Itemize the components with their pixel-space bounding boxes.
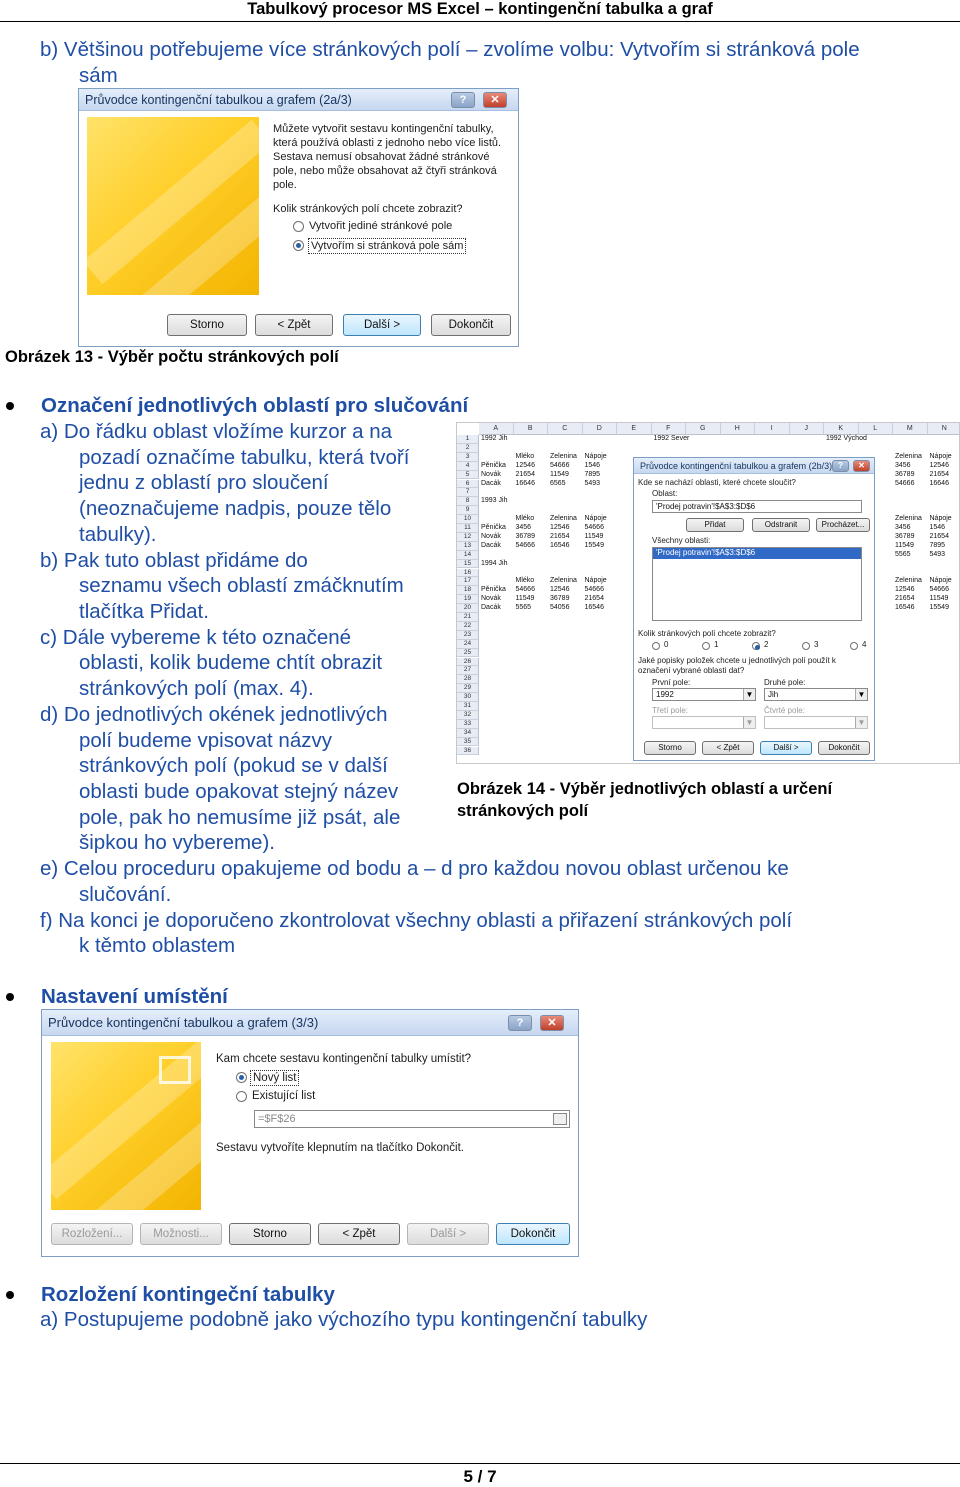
location-question: Kam chcete sestavu kontingenční tabulky umístit? [216,1053,472,1065]
row-header: 26 [457,658,479,667]
row-header: 7 [457,488,479,497]
sheet-cell: 7895 [584,470,601,478]
sheet-cell: 16546 [895,604,915,612]
dialog-title: Průvodce kontingenční tabulkou a grafem (2a/3) [79,89,518,111]
areas-line: k těmto oblastem [79,934,236,957]
sheet-cell: 6565 [550,479,566,487]
figure-13-caption: Obrázek 13 - Výběr počtu stránkových polí [5,348,339,366]
option-custom-page-fields: Vytvořím si stránková pole sám [308,238,466,254]
page-number: 5 / 7 [463,1467,497,1486]
sheet-cell: 1546 [584,461,601,469]
field1-value: 1992 [656,690,674,699]
figure-14-caption-line1: Obrázek 14 - Výběr jednotlivých oblastí a určení [457,780,833,798]
areas-line: pozadí označíme tabulku, která tvoří [79,446,410,469]
row-header: 22 [457,622,479,631]
sheet-cell: 3456 [515,524,532,531]
next-button[interactable]: Další > [760,741,812,755]
row-header: 20 [457,604,479,613]
sheet-cell: Novák [481,532,501,540]
row-header: 1 [457,435,479,444]
row-header: 18 [457,586,479,595]
layout-line-a: a) Postupujeme podobně jako výchozího typu kontingenční tabulky [40,1308,648,1331]
sheet-cell: 21654 [584,595,604,603]
row-header: 10 [457,515,479,524]
row-header: 29 [457,684,479,693]
areas-question: Kde se nachází oblasti, které chcete sloučit? [638,478,796,487]
dialog-question: Kolik stránkových polí chcete zobrazit? [273,203,463,215]
column-header: I [755,423,790,435]
row-header: 30 [457,693,479,702]
heading-location: Nastavení umístění [41,985,228,1008]
count-label: 2 [764,640,769,649]
next-button[interactable]: Další > [407,1223,489,1245]
areas-line: seznamu všech oblastí zmáčknutím [79,574,404,597]
finish-button[interactable]: Dokončit [431,314,511,336]
sheet-cell: 36789 [895,470,915,478]
location-range-input[interactable] [254,1110,570,1128]
dialog-desc-3: Sestava nemusí obsahovat žádné stránkové [273,151,490,163]
sheet-cell: 16646 [515,479,535,487]
dialog-desc-4: pole, nebo může obsahovat až čtyři stránková [273,165,497,177]
sheet-cell: 54666 [550,461,570,469]
sheet-cell: 12546 [550,586,570,594]
sheet-cell: 11549 [550,470,569,478]
column-header: E [617,423,652,435]
sheet-cell: 54056 [550,604,570,612]
back-button[interactable]: < Zpět [255,314,333,336]
sheet-cell: Zelenina [550,515,577,523]
row-header: 21 [457,613,479,622]
item-b-line2: sám [79,64,118,87]
field3-select[interactable] [652,716,756,729]
sheet-cell: 54666 [515,541,535,549]
bullet [6,993,14,1001]
cancel-button[interactable]: Storno [167,314,247,336]
range-label: Oblast: [652,489,678,498]
back-button[interactable]: < Zpět [318,1223,400,1245]
column-header: J [790,423,825,435]
row-header: 6 [457,480,479,489]
range-picker-icon[interactable] [553,1113,567,1125]
areas-line: slučování. [79,883,172,906]
row-header: 5 [457,471,479,480]
sheet-cell: 21654 [929,470,949,478]
sheet-cell: 5493 [929,550,946,558]
row-header: 32 [457,711,479,720]
remove-button[interactable]: Odstranit [752,518,810,532]
item-b-line1: b) Většinou potřebujeme více stránkových polí – zvolíme volbu: Vytvořím si stránková pole [40,38,860,61]
sheet-cell: 11549 [584,532,604,540]
finish-button[interactable]: Dokončit [818,741,870,755]
sheet-cell: 21654 [929,532,949,540]
sheet-cell: Zelenina [895,515,922,523]
sheet-cell: 3456 [895,524,911,531]
count-label: 0 [664,640,669,649]
close-icon[interactable]: ✕ [483,92,507,108]
column-header: M [893,423,928,435]
dialog-desc-2: která používá oblasti z jednoho nebo více listů. [273,137,502,149]
sheet-cell: 54666 [584,586,604,594]
sheet-cell: 12546 [550,524,570,531]
sheet-cell: 12546 [895,586,915,594]
footer-divider [0,1463,960,1464]
bullet [6,1291,14,1299]
radio-count-3[interactable] [802,642,810,650]
chevron-down-icon[interactable]: ▼ [743,689,755,700]
sheet-cell: Dacák [481,479,501,487]
areas-line: tabulky). [79,523,157,546]
row-header: 27 [457,666,479,675]
row-header: 19 [457,595,479,604]
sheet-cell: 54666 [929,586,949,594]
field1-select[interactable] [652,688,756,701]
row-header: 24 [457,640,479,649]
sheet-cell: 16546 [550,541,570,549]
sheet-cell: 12546 [929,461,949,469]
sheet-cell: 54666 [515,586,535,594]
chevron-down-icon[interactable]: ▼ [855,717,867,728]
areas-line: šipkou ho vybereme). [79,831,275,854]
help-icon[interactable]: ? [451,92,475,108]
sheet-cell: Mléko [515,515,535,523]
radio-custom-page-fields[interactable] [293,240,304,251]
sheet-cell: 1993 Jih [481,497,508,505]
sheet-cell: 1994 Jih [481,559,508,567]
sheet-cell: Novák [481,595,501,603]
sheet-cell: 1992 Východ [826,435,867,442]
count-label: 3 [814,640,819,649]
wizard-dialog-3 [41,1009,579,1257]
heading-layout: Rozložení kontingeční tabulky [41,1283,335,1306]
add-button[interactable]: Přidat [686,518,744,532]
count-label: 4 [862,640,867,649]
sheet-cell: Nápoje [929,577,952,585]
row-header: 16 [457,569,479,578]
row-header: 13 [457,542,479,551]
location-range-value: =$F$26 [258,1113,296,1125]
sheet-cell: Nápoje [584,452,607,460]
chevron-down-icon[interactable]: ▼ [743,717,755,728]
bullet [6,402,14,410]
radio-single-page-field[interactable] [293,221,304,232]
sheet-cell: Novák [481,470,501,478]
sheet-cell: 5493 [584,479,601,487]
finish-hint: Sestavu vytvoříte klepnutím na tlačítko Dokončit. [216,1142,465,1154]
options-button[interactable]: Možnosti... [140,1223,222,1245]
sheet-cell: 21654 [515,470,535,478]
field3-label: Třetí pole: [652,706,689,715]
sheet-cell: Mléko [515,577,535,585]
cancel-button[interactable]: Storno [644,741,696,755]
column-header: G [686,423,721,435]
close-icon[interactable]: ✕ [540,1015,564,1031]
dialog-desc-1: Můžete vytvořit sestavu kontingenční tabulky, [273,123,494,135]
field2-label: Druhé pole: [764,678,806,687]
row-header: 15 [457,560,479,569]
radio-count-2[interactable] [752,642,760,650]
sheet-cell: 16546 [584,604,604,612]
sheet-cell: 36789 [550,595,570,603]
all-areas-label: Všechny oblasti: [652,536,711,545]
sheet-cell: 21654 [895,595,915,603]
sheet-cell: Pěnička [481,524,506,531]
field2-select[interactable] [764,688,868,701]
column-header: B [514,423,549,435]
sheet-cell: Zelenina [895,452,922,460]
areas-line: tlačítka Přidat. [79,600,209,623]
field2-value: Jih [768,690,779,699]
areas-line: oblasti bude opakovat stejný název [79,780,399,803]
sheet-cell: Nápoje [584,577,607,585]
sheet-cell: Nápoje [929,452,952,460]
row-header: 33 [457,720,479,729]
heading-areas: Označení jednotlivých oblastí pro slučování [41,394,469,417]
dialog-desc-5: pole. [273,179,297,191]
sheet-cell: Zelenina [895,577,922,585]
chevron-down-icon[interactable]: ▼ [855,689,867,700]
sheet-cell: 5565 [895,550,911,558]
next-button[interactable]: Další > [343,314,421,336]
row-header: 9 [457,506,479,515]
option-new-sheet: Nový list [250,1070,299,1086]
areas-line: pole, pak ho nemusíme již psát, ale [79,806,401,829]
row-header: 3 [457,453,479,462]
row-header: 31 [457,702,479,711]
sheet-cell: 11549 [929,595,949,603]
row-header: 14 [457,551,479,560]
option-existing-sheet: Existující list [252,1090,316,1102]
row-header: 23 [457,631,479,640]
labels-question-1: Jaké popisky položek chcete u jednotlivých polí použít k [638,656,836,665]
field4-label: Čtvrté pole: [764,706,805,715]
labels-question-2: označení vybrané oblasti dat? [638,666,745,675]
sheet-cell: Zelenina [550,577,577,585]
help-icon[interactable]: ? [832,460,849,472]
sheet-cell: 11549 [515,595,535,603]
areas-line: (neoznačujeme nadpis, pouze tělo [79,497,392,520]
sheet-cell: Pěnička [481,461,506,469]
column-header: D [583,423,618,435]
page-header: Tabulkový procesor MS Excel – kontingenční tabulka a graf [0,0,960,22]
sheet-cell: 54666 [895,479,915,487]
row-header: 12 [457,533,479,542]
radio-count-0[interactable] [652,642,660,650]
sheet-cell: Nápoje [584,515,607,523]
sheet-cell: 5565 [515,604,532,612]
areas-line: stránkových polí (pokud se v další [79,754,388,777]
sheet-cell: Dacák [481,604,501,612]
sheet-cell: Mléko [515,452,535,460]
sheet-cell: 1992 Jih [481,435,508,442]
count-label: 1 [714,640,719,649]
row-header: 17 [457,577,479,586]
sheet-cell: 21654 [550,532,570,540]
sheet-cell: Pěnička [481,586,506,594]
row-header: 2 [457,444,479,453]
wizard-dialog-2a [78,88,519,347]
row-header: 4 [457,462,479,471]
column-header: N [928,423,960,435]
row-header: 34 [457,729,479,738]
row-header: 8 [457,497,479,506]
areas-line: jednu z oblastí pro sloučení [79,471,329,494]
sheet-cell: 36789 [515,532,535,540]
sheet-cell: Dacák [481,541,501,549]
row-header: 28 [457,675,479,684]
sheet-cell: 3456 [895,461,911,469]
wizard-illustration [87,117,259,295]
back-button[interactable]: < Zpět [702,741,754,755]
radio-count-4[interactable] [850,642,858,650]
option-single-page-field: Vytvořit jediné stránkové pole [309,220,453,232]
sheet-cell: Zelenina [550,452,577,460]
browse-button[interactable]: Procházet... [816,518,870,532]
all-areas-list-item[interactable]: 'Prodej potravin'!$A$3:$D$6 [653,548,861,559]
column-header: A [479,423,514,435]
sheet-cell: 54666 [584,524,604,531]
finish-button[interactable]: Dokončit [496,1223,570,1245]
row-header: 35 [457,738,479,747]
column-header: C [548,423,583,435]
areas-line-d: d) Do jednotlivých okének jednotlivých [40,703,388,726]
wizard-dialog-2b [633,457,875,761]
dialog-title: Průvodce kontingenční tabulkou a grafem (3/3) [42,1010,578,1036]
column-header: F [652,423,687,435]
sheet-cell: 12546 [515,461,535,469]
areas-line: oblasti, kolik budeme chtít obrazit [79,651,383,674]
row-header: 25 [457,649,479,658]
column-header: L [859,423,894,435]
row-header: 11 [457,524,479,533]
areas-line-c: c) Dále vybereme k této označené [40,626,352,649]
row-header: 36 [457,747,479,756]
column-header: H [721,423,756,435]
layout-button[interactable]: Rozložení... [51,1223,133,1245]
spreadsheet-screenshot [456,422,960,764]
dialog-title: Průvodce kontingenční tabulkou a grafem (2b/3) [634,458,874,474]
field4-select[interactable] [764,716,868,729]
field1-label: První pole: [652,678,691,687]
sheet-cell: 16646 [929,479,949,487]
range-input[interactable]: 'Prodej potravin'!$A$3:$D$6 [652,500,862,513]
sheet-cell: 11549 [895,541,914,549]
sheet-cell: 36789 [895,532,915,540]
checkmark-icon [159,1056,191,1084]
close-icon[interactable]: ✕ [853,460,870,472]
areas-line-e: e) Celou proceduru opakujeme od bodu a – d pro každou novou oblast určenou ke [40,857,789,880]
areas-line-b: b) Pak tuto oblast přidáme do [40,549,308,572]
all-areas-list[interactable] [652,547,862,621]
cancel-button[interactable]: Storno [229,1223,311,1245]
sheet-cell: Nápoje [929,515,952,523]
areas-line-f: f) Na konci je doporučeno zkontrolovat všechny oblasti a přiřazení stránkových polí [40,909,793,932]
column-header: K [824,423,859,435]
areas-line: polí budeme vpisovat názvy [79,729,332,752]
areas-line-a: a) Do řádku oblast vložíme kurzor a na [40,420,393,443]
sheet-cell: 1992 Sever [653,435,690,442]
page-fields-count-question: Kolik stránkových polí chcete zobrazit? [638,629,776,638]
help-icon[interactable]: ? [508,1015,532,1031]
figure-14-caption-line2: stránkových polí [457,802,589,820]
radio-existing-sheet[interactable] [236,1091,247,1102]
wizard-illustration [51,1042,201,1210]
radio-count-1[interactable] [702,642,710,650]
sheet-cell: 15549 [584,541,604,549]
radio-new-sheet[interactable] [236,1072,247,1083]
sheet-cell: 1546 [929,524,946,531]
areas-line: stránkových polí (max. 4). [79,677,314,700]
sheet-cell: 7895 [929,541,946,549]
sheet-cell: 15549 [929,604,949,612]
